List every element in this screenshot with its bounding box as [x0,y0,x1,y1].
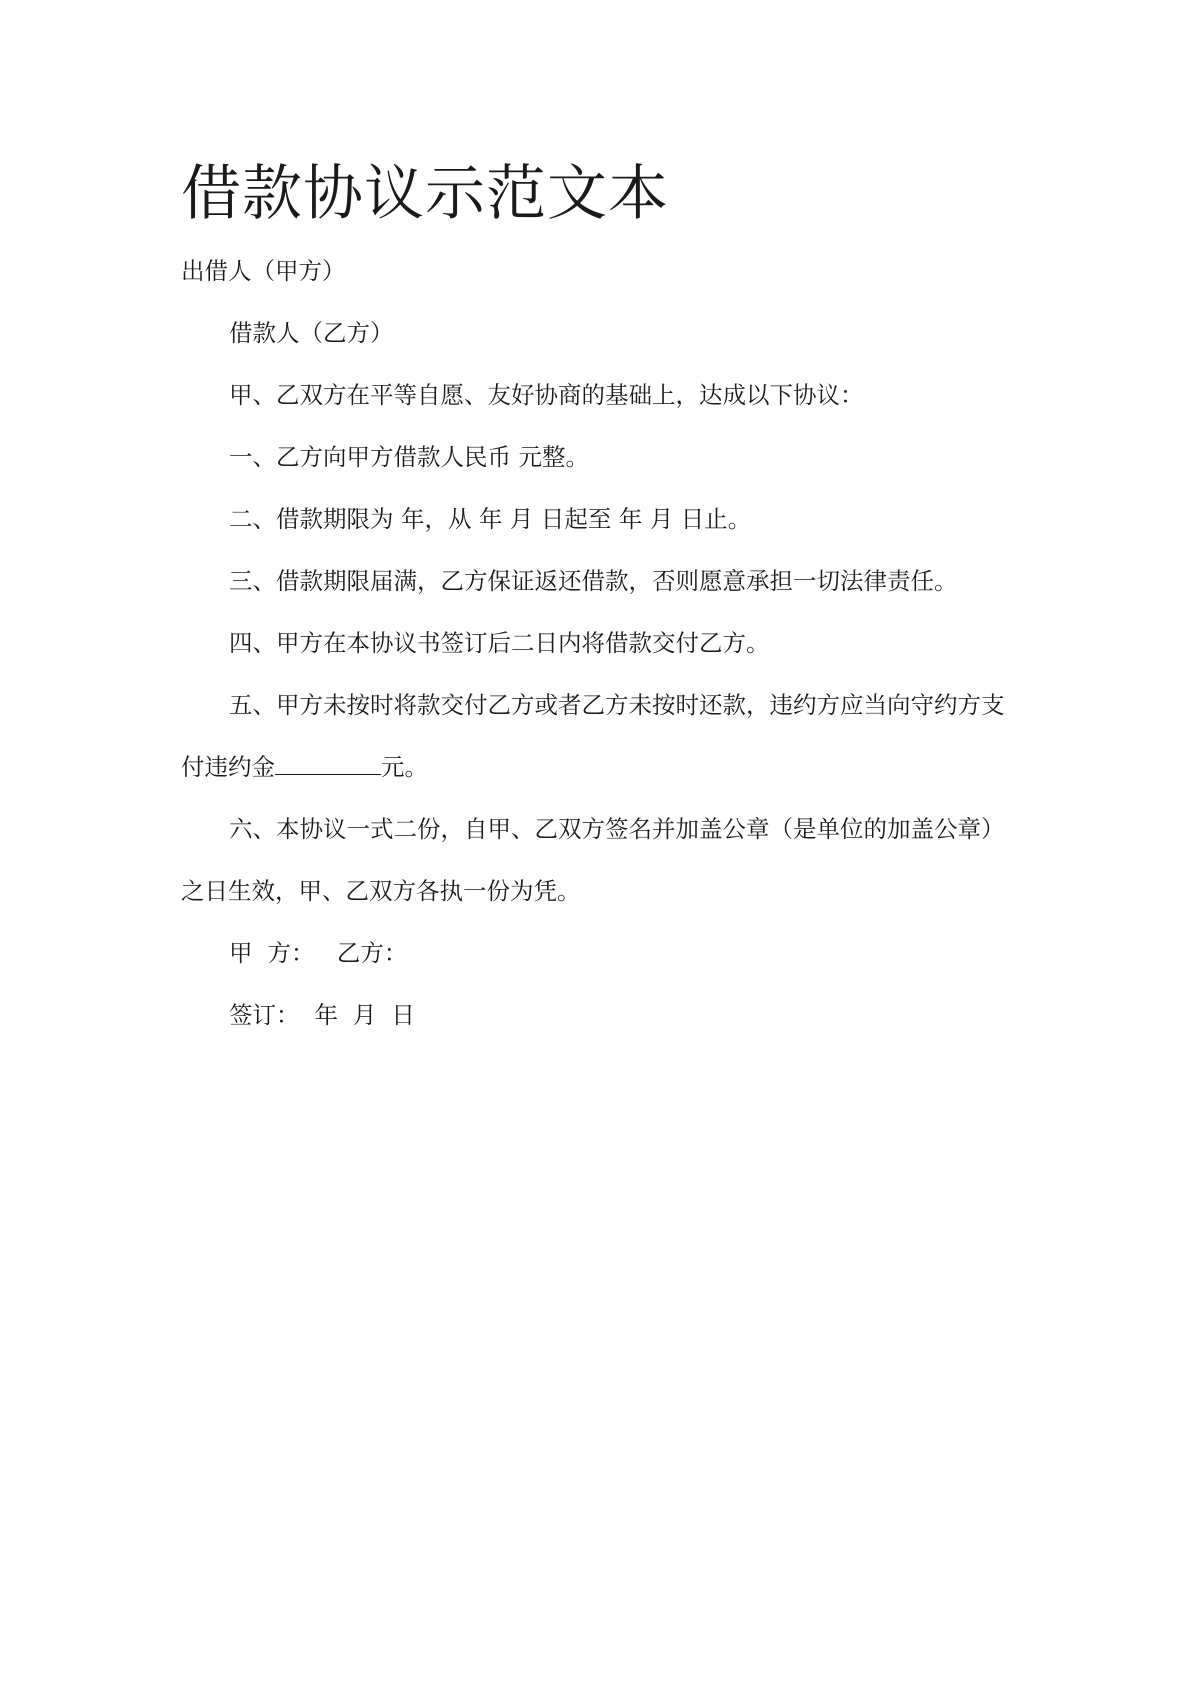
clause-2: 二、借款期限为 年，从 年 月 日起至 年 月 日止。 [229,505,752,533]
intro-paragraph: 甲、乙双方在平等自愿、友好协商的基础上，达成以下协议： [229,381,864,409]
penalty-amount-blank [275,754,381,775]
signature-line: 甲 方： 乙方： [229,939,408,967]
clause-5-penalty-label: 付违约金 [181,753,275,781]
clause-4: 四、甲方在本协议书签订后二日内将借款交付乙方。 [229,629,770,657]
clause-5-penalty-unit: 元。 [381,753,428,781]
clause-3: 三、借款期限届满，乙方保证返还借款，否则愿意承担一切法律责任。 [229,567,958,595]
document-body [181,152,1021,1046]
clause-6-line-1: 六、本协议一式二份，自甲、乙双方签名并加盖公章（是单位的加盖公章） [229,815,1005,843]
borrower-line: 借款人（乙方） [229,319,394,347]
clause-6-line-2: 之日生效，甲、乙双方各执一份为凭。 [181,877,581,905]
clause-1: 一、乙方向甲方借款人民币 元整。 [229,443,589,471]
document-title: 借款协议示范文本 [181,159,669,229]
signing-date-line: 签订： 年 月 日 [229,1001,415,1029]
clause-5-line-1: 五、甲方未按时将款交付乙方或者乙方未按时还款，违约方应当向守约方支 [229,691,1005,719]
clause-5-line-2 [181,736,1021,798]
lender-line: 出借人（甲方） [181,257,346,285]
